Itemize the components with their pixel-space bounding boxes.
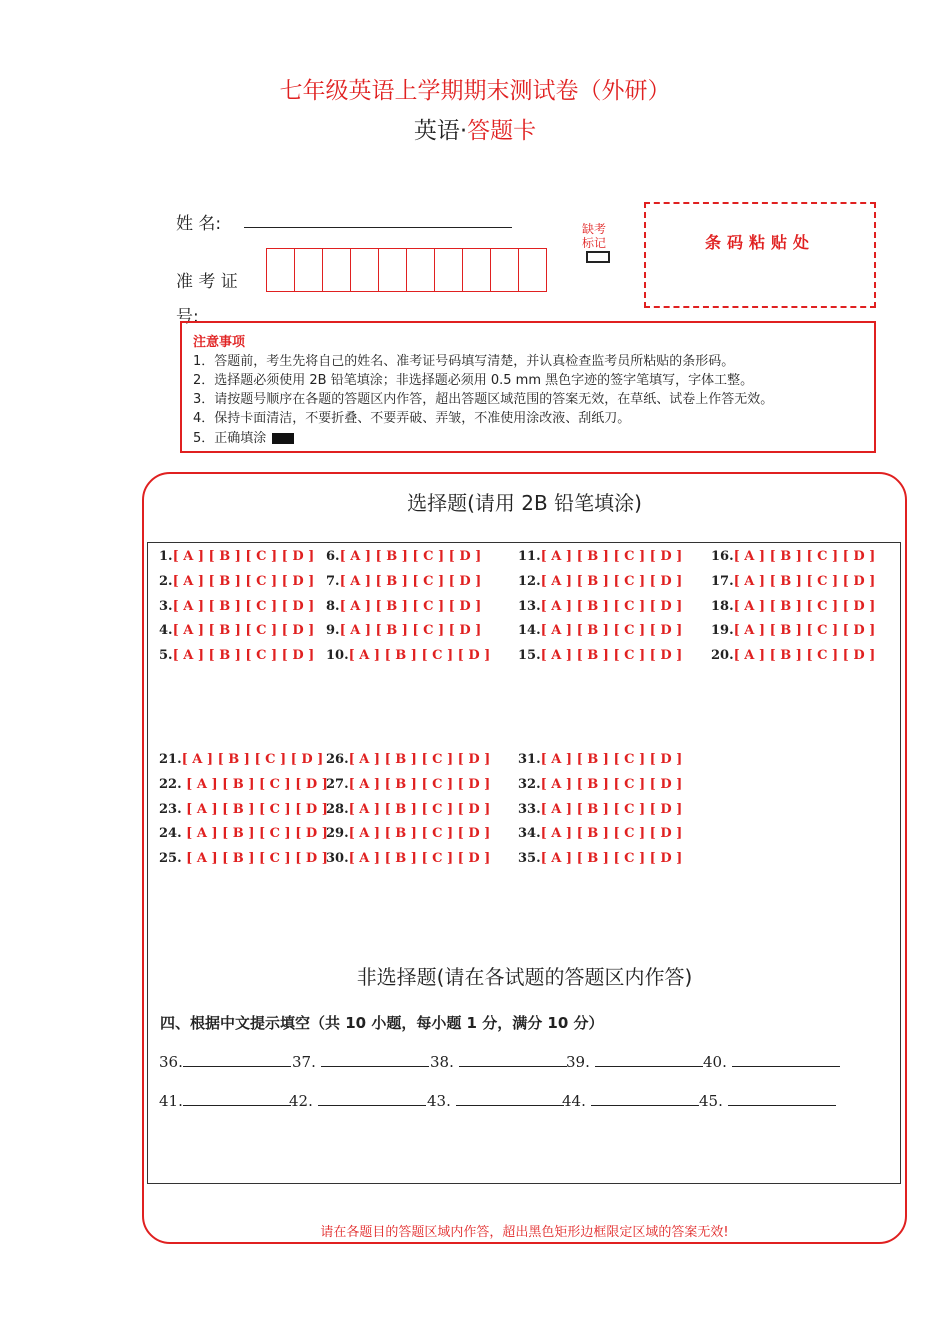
blank-item [699, 1091, 836, 1110]
blank-answer-line[interactable] [183, 1052, 291, 1067]
answer-options[interactable]: [ A ] [ B ] [ C ] [ D ] [172, 549, 315, 564]
blank-item [289, 1091, 426, 1110]
question-number: 20. [711, 648, 734, 664]
notice-item: 2．选择题必须使用 2B 铅笔填涂；非选择题必须用 0.5 mm 黑色字迹的签字笔填写，字体工整。 [193, 373, 754, 388]
question-number: 29. [326, 826, 349, 842]
question-number: 3. [159, 598, 173, 614]
blank-answer-line[interactable] [728, 1091, 836, 1106]
question-number: 5. [159, 648, 173, 664]
blank-item [562, 1091, 699, 1110]
choice-question [159, 826, 328, 841]
question-number: 15. [518, 648, 541, 664]
choice-question [326, 549, 481, 564]
notice-item: 3．请按题号顺序在各题的答题区内作答，超出答题区域范围的答案无效，在草纸、试卷上作答无效。 [193, 392, 774, 407]
question-number: 16. [711, 549, 734, 564]
blank-answer-line[interactable] [321, 1052, 429, 1067]
choice-question [326, 802, 490, 817]
notice-item: 1．答题前，考生先将自己的姓名、准考证号码填写清楚，并认真检查监考员所粘贴的条形码。 [193, 354, 735, 369]
choice-question [159, 574, 314, 589]
question-number: 27. [326, 776, 349, 792]
answer-options[interactable]: [ A ] [ B ] [ C ] [ D ] [348, 648, 491, 664]
choice-question [518, 802, 682, 817]
question-number: 35. [518, 851, 541, 867]
question-number: 31. [518, 752, 541, 767]
choice-question [711, 599, 875, 614]
question-number: 11. [518, 549, 541, 564]
page-subtitle [0, 112, 950, 145]
choice-question [326, 851, 490, 866]
exam-id-digit-box[interactable] [519, 249, 546, 291]
question-number: 8. [326, 598, 340, 614]
question-number: 23. [159, 801, 187, 817]
blank-item [292, 1052, 429, 1071]
barcode-label: 条码粘贴处 [704, 233, 815, 252]
answer-options[interactable]: [ A ] [ B ] [ C ] [ D ] [540, 623, 683, 639]
blank-number: 38. [430, 1053, 459, 1071]
answer-options[interactable]: [ A ] [ B ] [ C ] [ D ] [339, 623, 482, 639]
blank-item [430, 1052, 567, 1071]
answer-options[interactable]: [ A ] [ B ] [ C ] [ D ] [339, 598, 482, 614]
choice-question [159, 648, 314, 663]
choice-question [518, 599, 682, 614]
answer-options[interactable]: [ A ] [ B ] [ C ] [ D ] [540, 826, 683, 842]
choice-question [326, 623, 481, 638]
choice-question [518, 826, 682, 841]
name-label: 姓 名: [176, 214, 222, 234]
exam-id-digit-box[interactable] [379, 249, 407, 291]
page-title: 七年级英语上学期期末测试卷（外研） [279, 78, 671, 104]
answer-options[interactable]: [ A ] [ B ] [ C ] [ D ] [733, 598, 876, 614]
blank-answer-line[interactable] [595, 1052, 703, 1067]
blank-item [427, 1091, 564, 1110]
question-number: 32. [518, 776, 541, 792]
answer-options[interactable]: [ A ] [ B ] [ C ] [ D ] [733, 623, 876, 639]
choice-question [518, 623, 682, 638]
question-number: 9. [326, 623, 340, 639]
answer-options[interactable]: [ A ] [ B ] [ C ] [ D ] [540, 776, 683, 792]
exam-id-boxes [266, 248, 547, 292]
question-number: 14. [518, 623, 541, 639]
notice-title: 注意事项 [193, 335, 246, 350]
choice-question [518, 752, 682, 767]
answer-options[interactable]: [ A ] [ B ] [ C ] [ D ] [540, 598, 683, 614]
blank-number: 39. [566, 1053, 595, 1071]
answer-options[interactable]: [ A ] [ B ] [ C ] [ D ] [733, 549, 876, 564]
blank-number: 42. [289, 1092, 318, 1110]
answer-options[interactable]: [ A ] [ B ] [ C ] [ D ] [172, 573, 315, 589]
absent-mark-label: 缺考标记 [582, 222, 607, 250]
subtitle-subject: 英语· [413, 118, 468, 144]
question-number: 10. [326, 648, 349, 664]
blank-item [159, 1091, 291, 1110]
answer-options[interactable]: [ A ] [ B ] [ C ] [ D ] [540, 752, 683, 767]
choice-question [159, 802, 328, 817]
answer-options[interactable]: [ A ] [ B ] [ C ] [ D ] [348, 776, 491, 792]
answer-options[interactable]: [ A ] [ B ] [ C ] [ D ] [172, 648, 315, 664]
exam-id-label: 准 考 证 [176, 272, 238, 292]
exam-id-digit-box[interactable] [295, 249, 323, 291]
blank-number: 41. [159, 1092, 183, 1110]
choice-question [518, 851, 682, 866]
choice-question [711, 549, 875, 564]
answer-options[interactable]: [ A ] [ B ] [ C ] [ D ] [181, 752, 324, 767]
answer-options[interactable]: [ A ] [ B ] [ C ] [ D ] [172, 623, 315, 639]
choice-question [711, 574, 875, 589]
blank-number: 40. [703, 1053, 732, 1071]
question-number: 24. [159, 826, 187, 842]
choice-question [518, 648, 682, 663]
exam-id-digit-box[interactable] [407, 249, 435, 291]
answer-options[interactable]: [ A ] [ B ] [ C ] [ D ] [348, 801, 491, 817]
exam-id-label-suffix: 号: [176, 307, 199, 327]
exam-id-digit-box[interactable] [435, 249, 463, 291]
answer-options[interactable]: [ A ] [ B ] [ C ] [ D ] [540, 801, 683, 817]
blank-number: 44. [562, 1092, 591, 1110]
footer-warning: 请在各题目的答题区域内作答，超出黑色矩形边框限定区域的答案无效! [320, 1225, 729, 1240]
question-number: 22. [159, 776, 187, 792]
blank-number: 37. [292, 1053, 321, 1071]
choice-question [711, 623, 875, 638]
answer-options[interactable]: [ A ] [ B ] [ C ] [ D ] [540, 648, 683, 664]
answer-options[interactable]: [ A ] [ B ] [ C ] [ D ] [540, 573, 683, 589]
answer-options[interactable]: [ A ] [ B ] [ C ] [ D ] [733, 648, 876, 664]
question-number: 6. [326, 549, 340, 564]
exam-id-digit-box[interactable] [323, 249, 351, 291]
blank-answer-line[interactable] [591, 1091, 699, 1106]
choice-section-title: 选择题(请用 2B 铅笔填涂) [407, 491, 642, 515]
exam-id-digit-box[interactable] [491, 249, 519, 291]
question-number: 28. [326, 801, 349, 817]
choice-question [326, 574, 481, 589]
question-number: 1. [159, 549, 173, 564]
choice-question [159, 752, 323, 767]
question-number: 18. [711, 598, 734, 614]
choice-question [159, 623, 314, 638]
answer-options[interactable]: [ A ] [ B ] [ C ] [ D ] [339, 549, 482, 564]
blank-number: 36. [159, 1053, 183, 1071]
blank-answer-line[interactable] [459, 1052, 567, 1067]
question-number: 25. [159, 851, 187, 867]
blank-answer-line[interactable] [318, 1091, 426, 1106]
blank-item [566, 1052, 703, 1071]
choice-question [711, 648, 875, 663]
choice-question [326, 648, 490, 663]
answer-options[interactable]: [ A ] [ B ] [ C ] [ D ] [348, 851, 491, 867]
exam-id-digit-box[interactable] [267, 249, 295, 291]
choice-question [326, 826, 490, 841]
blank-item [703, 1052, 840, 1071]
answer-options[interactable]: [ A ] [ B ] [ C ] [ D ] [186, 776, 328, 792]
answer-options[interactable]: [ A ] [ B ] [ C ] [ D ] [348, 752, 491, 767]
question-number: 13. [518, 598, 541, 614]
choice-question [518, 574, 682, 589]
blank-number: 43. [427, 1092, 456, 1110]
name-field[interactable] [244, 226, 512, 228]
nonchoice-section-title: 非选择题(请在各试题的答题区内作答) [356, 965, 693, 989]
question-number: 33. [518, 801, 541, 817]
answer-options[interactable]: [ A ] [ B ] [ C ] [ D ] [186, 826, 328, 842]
question-number: 26. [326, 752, 349, 767]
choice-question [159, 599, 314, 614]
blank-answer-line[interactable] [183, 1091, 291, 1106]
part4-title: 四、根据中文提示填空（共 10 小题，每小题 1 分，满分 10 分） [160, 1014, 604, 1032]
answer-options[interactable]: [ A ] [ B ] [ C ] [ D ] [733, 573, 876, 589]
question-number: 19. [711, 623, 734, 639]
exam-id-digit-box[interactable] [351, 249, 379, 291]
question-number: 21. [159, 752, 182, 767]
choice-question [159, 549, 314, 564]
answer-options[interactable]: [ A ] [ B ] [ C ] [ D ] [186, 851, 328, 867]
absent-mark-box[interactable] [586, 251, 610, 263]
question-number: 17. [711, 573, 734, 589]
exam-id-digit-box[interactable] [463, 249, 491, 291]
choice-question [518, 777, 682, 792]
question-number: 4. [159, 623, 173, 639]
blank-answer-line[interactable] [732, 1052, 840, 1067]
blank-number: 45. [699, 1092, 728, 1110]
subtitle-card: 答题卡 [467, 118, 537, 144]
question-number: 34. [518, 826, 541, 842]
choice-question [326, 752, 490, 767]
blank-item [159, 1052, 291, 1071]
barcode-area [644, 202, 876, 308]
question-number: 7. [326, 573, 340, 589]
choice-question [326, 599, 481, 614]
notice-item-fill-example [193, 427, 294, 446]
answer-options[interactable]: [ A ] [ B ] [ C ] [ D ] [348, 826, 491, 842]
answer-options[interactable]: [ A ] [ B ] [ C ] [ D ] [172, 598, 315, 614]
blank-answer-line[interactable] [456, 1091, 564, 1106]
answer-options[interactable]: [ A ] [ B ] [ C ] [ D ] [540, 549, 683, 564]
answer-options[interactable]: [ A ] [ B ] [ C ] [ D ] [540, 851, 683, 867]
question-number: 12. [518, 573, 541, 589]
filled-bubble-sample [272, 433, 294, 444]
answer-options[interactable]: [ A ] [ B ] [ C ] [ D ] [186, 801, 328, 817]
choice-question [159, 777, 328, 792]
question-number: 30. [326, 851, 349, 867]
answer-options[interactable]: [ A ] [ B ] [ C ] [ D ] [339, 573, 482, 589]
choice-question [159, 851, 328, 866]
choice-question [326, 777, 490, 792]
question-number: 2. [159, 573, 173, 589]
notice-item-text: 5．正确填涂 [193, 431, 267, 446]
choice-question [518, 549, 682, 564]
notice-item: 4．保持卡面清洁，不要折叠、不要弄破、弄皱，不准使用涂改液、刮纸刀。 [193, 411, 631, 426]
